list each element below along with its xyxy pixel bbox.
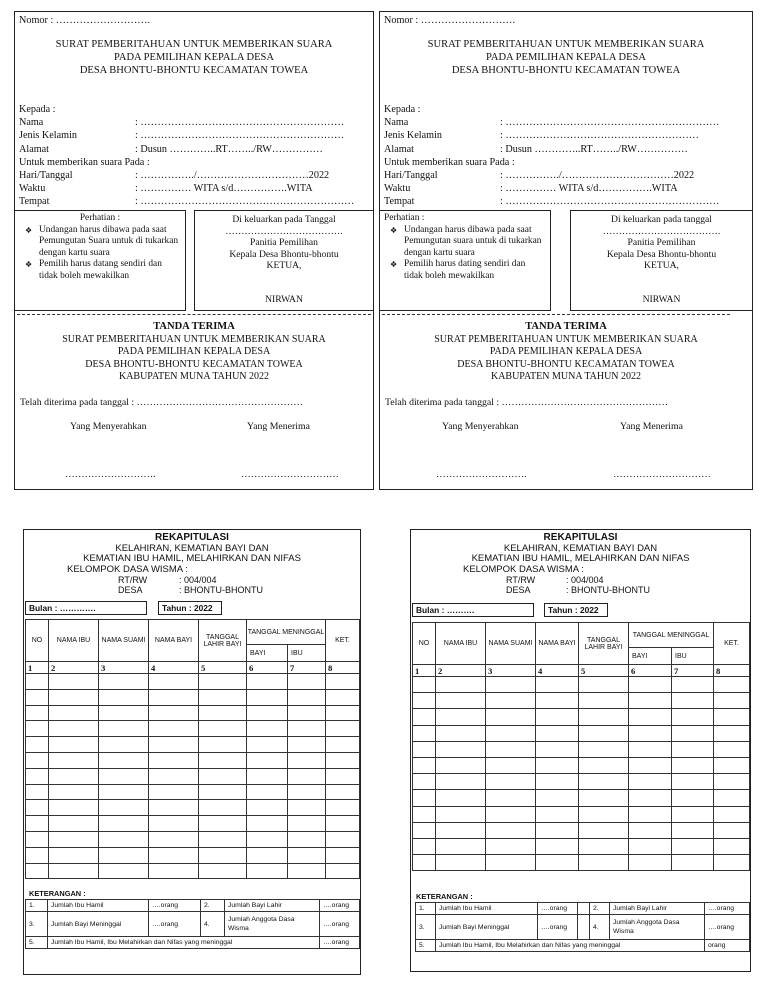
field-row: Untuk memberikan suara Pada : (384, 156, 515, 168)
table-cell[interactable] (149, 847, 199, 863)
table-cell[interactable] (629, 725, 672, 741)
table-cell[interactable] (436, 855, 486, 871)
table-row (26, 752, 360, 768)
cut-line (382, 314, 730, 315)
attention-item: ❖ Undangan harus dibawa pada saat Pemungutan Suara untuk di tukarkan dengan kartu suara (25, 224, 179, 258)
table-cell[interactable] (26, 752, 49, 768)
table-cell[interactable] (49, 863, 99, 879)
table-cell[interactable] (326, 721, 360, 737)
table-cell[interactable] (199, 674, 247, 690)
table-cell[interactable] (579, 822, 629, 838)
recipient-fields (19, 103, 367, 209)
received-date: Telah diterima pada tanggal : …………………………………………… (20, 397, 304, 408)
keterangan-table: 1. Jumlah Ibu Hamil ….orang 2. Jumlah Bayi Lahir ….orang 3. Jumlah Bayi Meninggal ….orang 4. Jumlah Anggota Dasa Wisma ….orang 5. Jumlah Ibu Hamil, Ibu Melahirkan dan Nifas yang meninggal ….orang (25, 899, 360, 949)
recap-title: REKAPITULASI KELAHIRAN, KEMATIAN BAYI DAN KEMATIAN IBU HAMIL, MELAHIRKAN DAN NIFAS (83, 532, 301, 565)
table-cell[interactable] (99, 721, 149, 737)
table-cell[interactable] (247, 847, 288, 863)
table-cell[interactable] (714, 677, 750, 693)
table-cell[interactable] (199, 689, 247, 705)
table-cell[interactable] (486, 677, 536, 693)
table-cell[interactable] (536, 774, 579, 790)
table-cell[interactable] (288, 674, 326, 690)
table-cell[interactable] (199, 863, 247, 879)
notice-card-right (379, 11, 753, 490)
table-cell[interactable] (199, 768, 247, 784)
table-cell[interactable] (326, 800, 360, 816)
table-cell[interactable] (413, 790, 436, 806)
table-cell[interactable] (49, 800, 99, 816)
notice-title: SURAT PEMBERITAHUAN UNTUK MEMBERIKAN SUARA PADA PEMILIHAN KEPALA DESA DESA BHONTU-BHONTU KECAMATAN TOWEA (55, 39, 333, 76)
giver-label: Yang Menyerahkan (442, 421, 519, 432)
field-row: Waktu : …………… WITA s/d…………….WITA (384, 183, 678, 195)
attention-item: ❖ Pemilih harus datang sendiri dan tidak boleh mewakilkan (25, 259, 162, 281)
table-cell[interactable] (629, 741, 672, 757)
table-cell[interactable] (436, 741, 486, 757)
chairman-name: NIRWAN (642, 294, 681, 305)
recap-table: NO NAMA IBU NAMA SUAMI NAMA BAYI TANGGAL LAHIR BAYI TANGGAL MENINGGAL KET. BAYI IBU 1 2 3 4 5 6 7 8 (25, 619, 360, 879)
table-cell[interactable] (714, 790, 750, 806)
table-cell[interactable] (436, 774, 486, 790)
table-cell[interactable] (26, 674, 49, 690)
field-row: Hari/Tanggal : ……………./……………………………2022 (384, 169, 695, 181)
table-cell[interactable] (49, 816, 99, 832)
table-cell[interactable] (436, 709, 486, 725)
table-cell[interactable] (199, 705, 247, 721)
nomor-field: Nomor : ………………………. (19, 15, 151, 26)
table-cell[interactable] (413, 806, 436, 822)
table-cell[interactable] (672, 806, 714, 822)
table-cell[interactable] (413, 693, 436, 709)
table-cell[interactable] (149, 863, 199, 879)
table-cell[interactable] (26, 705, 49, 721)
field-row: Jenis Kelamin : …………………………………………………… (19, 130, 345, 142)
attention-item: ❖ Pemilih harus dating sendiri dan tidak boleh mewakilkan (390, 259, 526, 281)
receiver-signature: ………………………… (613, 469, 711, 480)
table-cell[interactable] (49, 737, 99, 753)
table-cell[interactable] (413, 709, 436, 725)
table-cell[interactable] (26, 768, 49, 784)
table-row (413, 806, 750, 822)
table-cell[interactable] (536, 855, 579, 871)
table-cell[interactable] (536, 838, 579, 854)
recap-rows (413, 677, 750, 871)
table-cell[interactable] (326, 737, 360, 753)
field-row: Tempat : ……………………………………………………… (384, 196, 720, 208)
table-row (413, 709, 750, 725)
table-cell[interactable] (199, 752, 247, 768)
table-cell[interactable] (486, 725, 536, 741)
recap-form-right: REKAPITULASI KELAHIRAN, KEMATIAN BAYI DAN KEMATIAN IBU HAMIL, MELAHIRKAN DAN NIFAS KELOMPOK DASA WISMA : RT/RW : 004/004 DESA : BHONTU-BHONTU Bulan : ………. Tahun : 2022 NO NAMA IBU NAMA SUAMI NAMA BAYI TANGGAL LAHIR BAYI TANGGAL MENINGGAL KET. BAYI IBU 1 2 3 4 5 6 7 8 KETERANGAN : 1. Jumlah Ibu Hamil ….orang 2. Jumlah Bayi Lahir ….orang 3. Jumlah Bayi Meninggal ….orang 4. Jumlah Anggota Dasa Wisma ….orang 5. Jumlah Ibu Hamil, Ibu Melahirkan dan Nifas yang meninggal orang (410, 529, 751, 972)
table-cell[interactable] (199, 784, 247, 800)
table-cell[interactable] (149, 768, 199, 784)
tahun-field: Tahun : 2022 (544, 603, 608, 617)
table-row (413, 838, 750, 854)
table-cell[interactable] (436, 822, 486, 838)
table-cell[interactable] (49, 768, 99, 784)
table-cell[interactable] (247, 831, 288, 847)
table-cell[interactable] (436, 838, 486, 854)
table-cell[interactable] (486, 757, 536, 773)
table-cell[interactable] (672, 757, 714, 773)
recap-table: NO NAMA IBU NAMA SUAMI NAMA BAYI TANGGAL LAHIR BAYI TANGGAL MENINGGAL KET. BAYI IBU 1 2 3 4 5 6 7 8 (412, 622, 750, 871)
table-cell[interactable] (714, 774, 750, 790)
table-cell[interactable] (26, 831, 49, 847)
table-cell[interactable] (288, 689, 326, 705)
table-cell[interactable] (288, 816, 326, 832)
table-cell[interactable] (99, 816, 149, 832)
field-row: Waktu : …………… WITA s/d…………….WITA (19, 183, 313, 195)
table-cell[interactable] (486, 741, 536, 757)
table-cell[interactable] (247, 737, 288, 753)
table-cell[interactable] (99, 737, 149, 753)
table-cell[interactable] (629, 774, 672, 790)
table-cell[interactable] (672, 709, 714, 725)
field-row: Jenis Kelamin : ………………………………………………… (384, 130, 699, 142)
table-cell[interactable] (579, 855, 629, 871)
table-cell[interactable] (288, 863, 326, 879)
table-cell[interactable] (247, 800, 288, 816)
table-cell[interactable] (99, 847, 149, 863)
table-cell[interactable] (99, 689, 149, 705)
table-row (413, 725, 750, 741)
table-row (413, 741, 750, 757)
table-cell[interactable] (288, 752, 326, 768)
issued-box: Di keluarkan pada tanggal ………………………………. Panitia Pemilihan Kepala Desa Bhontu-bhontu KETUA, NIRWAN (570, 210, 753, 311)
table-row (26, 800, 360, 816)
table-cell[interactable] (714, 693, 750, 709)
table-cell[interactable] (326, 831, 360, 847)
cut-line (17, 314, 371, 315)
table-cell[interactable] (288, 847, 326, 863)
table-cell[interactable] (486, 790, 536, 806)
table-row (26, 737, 360, 753)
field-row: Hari/Tanggal : ……………./……………………………2022 (19, 169, 330, 181)
table-cell[interactable] (536, 693, 579, 709)
table-cell[interactable] (714, 806, 750, 822)
table-cell[interactable] (672, 693, 714, 709)
field-row: Alamat : Dusun …………..RT……../RW…………… (384, 143, 688, 155)
table-cell[interactable] (247, 705, 288, 721)
table-cell[interactable] (326, 752, 360, 768)
table-cell[interactable] (49, 674, 99, 690)
table-row (26, 847, 360, 863)
table-cell[interactable] (629, 790, 672, 806)
table-cell[interactable] (413, 838, 436, 854)
table-cell[interactable] (486, 822, 536, 838)
diamond-bullet-icon: ❖ (390, 260, 398, 269)
table-cell[interactable] (288, 784, 326, 800)
table-cell[interactable] (49, 784, 99, 800)
table-cell[interactable] (436, 790, 486, 806)
table-cell[interactable] (629, 709, 672, 725)
table-cell[interactable] (288, 721, 326, 737)
table-cell[interactable] (247, 674, 288, 690)
table-cell[interactable] (26, 847, 49, 863)
table-cell[interactable] (149, 721, 199, 737)
table-row (26, 831, 360, 847)
table-cell[interactable] (672, 774, 714, 790)
table-cell[interactable] (629, 838, 672, 854)
table-cell[interactable] (149, 831, 199, 847)
field-row: Kepada : (384, 104, 421, 115)
table-cell[interactable] (714, 822, 750, 838)
table-cell[interactable] (536, 806, 579, 822)
table-cell[interactable] (413, 855, 436, 871)
table-cell[interactable] (413, 741, 436, 757)
table-cell[interactable] (49, 752, 99, 768)
table-cell[interactable] (99, 831, 149, 847)
table-cell[interactable] (99, 674, 149, 690)
table-cell[interactable] (629, 822, 672, 838)
table-cell[interactable] (536, 725, 579, 741)
table-row (413, 757, 750, 773)
keterangan-table: 1. Jumlah Ibu Hamil ….orang 2. Jumlah Bayi Lahir ….orang 3. Jumlah Bayi Meninggal ….orang 4. Jumlah Anggota Dasa Wisma ….orang 5. Jumlah Ibu Hamil, Ibu Melahirkan dan Nifas yang meninggal orang (415, 902, 750, 952)
table-cell[interactable] (579, 838, 629, 854)
notice-card-left (14, 11, 374, 490)
table-cell[interactable] (99, 800, 149, 816)
table-cell[interactable] (26, 721, 49, 737)
diamond-bullet-icon: ❖ (25, 260, 33, 269)
table-cell[interactable] (326, 816, 360, 832)
table-cell[interactable] (26, 689, 49, 705)
table-row (413, 774, 750, 790)
table-cell[interactable] (199, 721, 247, 737)
issued-box: Di keluarkan pada Tanggal ………………………………. Panitia Pemilihan Kepala Desa Bhontu-bhontu KETUA, NIRWAN (194, 210, 374, 311)
table-cell[interactable] (326, 863, 360, 879)
table-row (26, 784, 360, 800)
table-cell[interactable] (436, 757, 486, 773)
table-cell[interactable] (326, 847, 360, 863)
recap-rows (26, 674, 360, 879)
receipt-section: TANDA TERIMA SURAT PEMBERITAHUAN UNTUK MEMBERIKAN SUARA PADA PEMILIHAN KEPALA DESA DESA BHONTU-BHONTU KECAMATAN TOWEA KABUPATEN MUNA TAHUN 2022 (62, 321, 326, 383)
table-cell[interactable] (247, 863, 288, 879)
field-row: Alamat : Dusun …………..RT……../RW…………… (19, 143, 323, 155)
table-cell[interactable] (486, 855, 536, 871)
table-cell[interactable] (413, 725, 436, 741)
table-cell[interactable] (714, 855, 750, 871)
table-cell[interactable] (326, 784, 360, 800)
table-cell[interactable] (413, 774, 436, 790)
table-cell[interactable] (486, 774, 536, 790)
table-cell[interactable] (579, 774, 629, 790)
table-row (26, 721, 360, 737)
table-cell[interactable] (714, 757, 750, 773)
bulan-field: Bulan : …………. (25, 601, 147, 615)
table-cell[interactable] (149, 689, 199, 705)
table-cell[interactable] (486, 806, 536, 822)
table-cell[interactable] (536, 822, 579, 838)
table-cell[interactable] (672, 741, 714, 757)
table-cell[interactable] (26, 784, 49, 800)
table-cell[interactable] (149, 784, 199, 800)
table-cell[interactable] (26, 863, 49, 879)
field-row: Untuk memberikan suara Pada : (19, 156, 150, 168)
table-row (26, 689, 360, 705)
table-row (26, 768, 360, 784)
bulan-field: Bulan : ………. (412, 603, 534, 617)
table-cell[interactable] (26, 816, 49, 832)
table-cell[interactable] (579, 806, 629, 822)
table-cell[interactable] (579, 757, 629, 773)
recipient-fields (384, 103, 746, 209)
tahun-field: Tahun : 2022 (158, 601, 222, 615)
table-cell[interactable] (149, 816, 199, 832)
table-cell[interactable] (714, 709, 750, 725)
received-date: Telah diterima pada tanggal : …………………………………………… (385, 397, 669, 408)
table-cell[interactable] (288, 800, 326, 816)
table-cell[interactable] (26, 737, 49, 753)
table-cell[interactable] (247, 784, 288, 800)
table-cell[interactable] (99, 768, 149, 784)
table-cell[interactable] (149, 705, 199, 721)
table-cell[interactable] (247, 752, 288, 768)
table-cell[interactable] (436, 725, 486, 741)
table-cell[interactable] (149, 800, 199, 816)
table-cell[interactable] (579, 709, 629, 725)
column-number-row: 1 2 3 4 5 6 7 8 (26, 662, 360, 674)
receiver-label: Yang Menerima (620, 421, 683, 432)
table-row (26, 674, 360, 690)
table-cell[interactable] (486, 693, 536, 709)
table-cell[interactable] (49, 689, 99, 705)
nomor-field: Nomor : ………………………. (384, 15, 516, 26)
giver-signature: ………………………. (65, 469, 156, 480)
table-row (413, 822, 750, 838)
table-cell[interactable] (49, 705, 99, 721)
table-cell[interactable] (579, 725, 629, 741)
field-row: Nama : ……………………………………………………… (384, 117, 720, 129)
table-cell[interactable] (436, 677, 486, 693)
diamond-bullet-icon: ❖ (390, 225, 398, 235)
receiver-label: Yang Menerima (247, 421, 310, 432)
giver-signature: ………………………. (436, 469, 527, 480)
table-cell[interactable] (99, 863, 149, 879)
table-cell[interactable] (486, 709, 536, 725)
table-cell[interactable] (326, 768, 360, 784)
table-row (26, 705, 360, 721)
table-cell[interactable] (247, 721, 288, 737)
table-cell[interactable] (629, 693, 672, 709)
table-cell[interactable] (49, 721, 99, 737)
table-cell[interactable] (672, 790, 714, 806)
table-cell[interactable] (536, 741, 579, 757)
table-cell[interactable] (247, 816, 288, 832)
table-cell[interactable] (579, 790, 629, 806)
table-cell[interactable] (536, 757, 579, 773)
table-cell[interactable] (672, 677, 714, 693)
table-cell[interactable] (714, 725, 750, 741)
table-row (26, 816, 360, 832)
table-cell[interactable] (199, 800, 247, 816)
table-cell[interactable] (672, 822, 714, 838)
table-cell[interactable] (672, 838, 714, 854)
table-cell[interactable] (49, 847, 99, 863)
table-cell[interactable] (436, 693, 486, 709)
table-cell[interactable] (672, 725, 714, 741)
table-row (413, 790, 750, 806)
recap-form-left: REKAPITULASI KELAHIRAN, KEMATIAN BAYI DAN KEMATIAN IBU HAMIL, MELAHIRKAN DAN NIFAS KELOMPOK DASA WISMA : RT/RW : 004/004 DESA : BHONTU-BHONTU Bulan : …………. Tahun : 2022 NO NAMA IBU NAMA SUAMI NAMA BAYI TANGGAL LAHIR BAYI TANGGAL MENINGGAL KET. BAYI IBU 1 2 3 4 5 6 7 8 KETERANGAN : 1. Jumlah Ibu Hamil ….orang 2. Jumlah Bayi Lahir ….orang 3. Jumlah Bayi Meninggal ….orang 4. Jumlah Anggota Dasa Wisma ….orang 5. Jumlah Ibu Hamil, Ibu Melahirkan dan Nifas yang meninggal ….orang (23, 529, 361, 975)
table-cell[interactable] (629, 677, 672, 693)
table-cell[interactable] (288, 705, 326, 721)
diamond-bullet-icon: ❖ (25, 225, 33, 235)
table-cell[interactable] (149, 737, 199, 753)
attention-box: Perhatian : ❖ Undangan harus dibawa pada saat Pemungutan Suara untuk di tukarkan dengan kartu suara ❖ Pemilih harus datang sendiri dan tidak boleh mewakilkan (14, 210, 186, 311)
field-row: Kepada : (19, 104, 56, 115)
table-cell[interactable] (714, 838, 750, 854)
table-cell[interactable] (629, 855, 672, 871)
column-number-row: 1 2 3 4 5 6 7 8 (413, 665, 750, 677)
table-cell[interactable] (49, 831, 99, 847)
table-cell[interactable] (199, 816, 247, 832)
notice-title: SURAT PEMBERITAHUAN UNTUK MEMBERIKAN SUARA PADA PEMILIHAN KEPALA DESA DESA BHONTU-BHONTU KECAMATAN TOWEA (427, 39, 705, 76)
table-cell[interactable] (199, 737, 247, 753)
table-cell[interactable] (536, 677, 579, 693)
table-cell[interactable] (629, 757, 672, 773)
table-cell[interactable] (288, 737, 326, 753)
table-cell[interactable] (288, 768, 326, 784)
table-cell[interactable] (413, 822, 436, 838)
giver-label: Yang Menyerahkan (70, 421, 147, 432)
field-row: Tempat : ……………………………………………………… (19, 196, 355, 208)
table-cell[interactable] (26, 800, 49, 816)
field-row: Nama : …………………………………………………… (19, 117, 345, 129)
table-row (413, 855, 750, 871)
table-cell[interactable] (629, 806, 672, 822)
table-cell[interactable] (247, 689, 288, 705)
table-cell[interactable] (579, 693, 629, 709)
table-cell[interactable] (486, 838, 536, 854)
table-cell[interactable] (149, 674, 199, 690)
table-row (413, 677, 750, 693)
table-cell[interactable] (99, 784, 149, 800)
table-cell[interactable] (579, 741, 629, 757)
table-cell[interactable] (199, 831, 247, 847)
receiver-signature: ………………………… (241, 469, 339, 480)
table-cell[interactable] (579, 677, 629, 693)
table-cell[interactable] (326, 705, 360, 721)
table-cell[interactable] (672, 855, 714, 871)
table-cell[interactable] (247, 768, 288, 784)
table-cell[interactable] (326, 674, 360, 690)
receipt-section: TANDA TERIMA SURAT PEMBERITAHUAN UNTUK MEMBERIKAN SUARA PADA PEMILIHAN KEPALA DESA DESA BHONTU-BHONTU KECAMATAN TOWEA KABUPATEN MUNA TAHUN 2022 (434, 321, 698, 383)
table-cell[interactable] (536, 709, 579, 725)
table-cell[interactable] (326, 689, 360, 705)
table-cell[interactable] (714, 741, 750, 757)
table-cell[interactable] (413, 757, 436, 773)
table-cell[interactable] (536, 790, 579, 806)
table-cell[interactable] (99, 752, 149, 768)
table-cell[interactable] (99, 705, 149, 721)
recap-title: REKAPITULASI KELAHIRAN, KEMATIAN BAYI DAN KEMATIAN IBU HAMIL, MELAHIRKAN DAN NIFAS (471, 532, 690, 565)
table-cell[interactable] (199, 847, 247, 863)
table-row (26, 863, 360, 879)
attention-item: ❖ Undangan harus dibawa pada saat Pemungutan suara untuk di tukarkan dengan kartu suara (390, 224, 542, 258)
table-cell[interactable] (288, 831, 326, 847)
table-cell[interactable] (149, 752, 199, 768)
table-cell[interactable] (436, 806, 486, 822)
table-row (413, 693, 750, 709)
table-cell[interactable] (413, 677, 436, 693)
chairman-name: NIRWAN (265, 294, 303, 305)
attention-box: Perhatian : ❖ Undangan harus dibawa pada saat Pemungutan suara untuk di tukarkan dengan kartu suara ❖ Pemilih harus dating sendiri dan tidak boleh mewakilkan (379, 210, 551, 311)
